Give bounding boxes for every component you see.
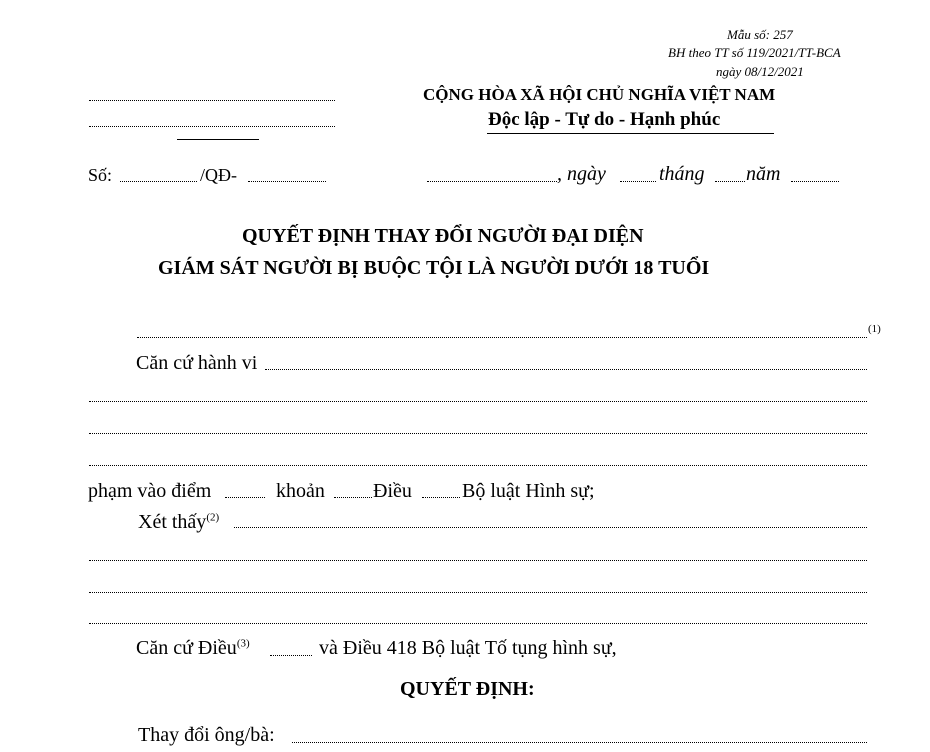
agency-blank-2[interactable] — [89, 126, 335, 127]
issuer-blank[interactable] — [137, 337, 867, 338]
note-3: (3) — [236, 637, 250, 650]
hanh-vi-blank-4[interactable] — [89, 465, 867, 466]
hanh-vi-blank-1[interactable] — [265, 369, 867, 370]
qd-label: /QĐ- — [200, 165, 237, 185]
can-cu-dieu-label — [136, 637, 250, 660]
ngay-label: ngày — [567, 163, 606, 185]
can-cu-hanh-vi-label: Căn cứ hành vi — [136, 352, 258, 374]
national-title: CỘNG HÒA XÃ HỘI CHỦ NGHĨA VIỆT NAM — [423, 85, 776, 104]
hanh-vi-blank-3[interactable] — [89, 433, 867, 434]
diem-blank[interactable] — [225, 497, 265, 498]
thang-label: tháng — [659, 163, 705, 185]
date-comma: , — [557, 163, 562, 185]
xet-thay-blank-4[interactable] — [89, 623, 867, 624]
nam-label: năm — [746, 163, 781, 185]
agency-blank-1[interactable] — [89, 100, 335, 101]
khoan-blank[interactable] — [334, 497, 372, 498]
form-number: Mẫu số: 257 — [727, 27, 793, 42]
xet-thay-label — [138, 511, 219, 534]
dieu-label: Điều — [373, 480, 412, 502]
pham-vao-diem-label: phạm vào điểm — [88, 480, 212, 502]
xet-thay-blank-2[interactable] — [89, 560, 867, 561]
xet-thay-blank-1[interactable] — [234, 527, 867, 528]
thay-doi-blank[interactable] — [292, 742, 867, 743]
place-blank[interactable] — [427, 181, 557, 182]
document-title-line2: GIÁM SÁT NGƯỜI BỊ BUỘC TỘI LÀ NGƯỜI DƯỚI 18 TUỔI — [158, 257, 710, 279]
xet-thay-blank-3[interactable] — [89, 592, 867, 593]
motto-underline — [487, 133, 774, 134]
va-dieu-418: và Điều 418 Bộ luật Tố tụng hình sự, — [319, 637, 617, 659]
bo-luat-hinh-su: Bộ luật Hình sự; — [462, 480, 595, 502]
decision-heading: QUYẾT ĐỊNH: — [400, 678, 535, 700]
can-cu-dieu-text: Căn cứ Điều — [136, 637, 237, 659]
note-1: (1) — [868, 323, 881, 335]
month-blank[interactable] — [715, 181, 745, 182]
document-title-line1: QUYẾT ĐỊNH THAY ĐỔI NGƯỜI ĐẠI DIỆN — [242, 225, 644, 247]
form-date: ngày 08/12/2021 — [716, 64, 804, 79]
form-legal-basis: BH theo TT số 119/2021/TT-BCA — [668, 45, 841, 60]
qd-suffix-blank[interactable] — [248, 181, 326, 182]
so-label: Số: — [88, 165, 113, 185]
xet-thay-text: Xét thấy — [138, 511, 207, 533]
year-blank[interactable] — [791, 181, 839, 182]
khoan-label: khoản — [276, 480, 325, 502]
can-cu-dieu-blank[interactable] — [270, 655, 312, 656]
so-number-blank[interactable] — [120, 181, 197, 182]
national-motto: Độc lập - Tự do - Hạnh phúc — [488, 109, 721, 130]
dieu-blank[interactable] — [422, 497, 460, 498]
note-2: (2) — [206, 511, 220, 524]
agency-divider — [177, 139, 259, 140]
hanh-vi-blank-2[interactable] — [89, 401, 867, 402]
thay-doi-label: Thay đổi ông/bà: — [138, 724, 275, 746]
day-blank[interactable] — [620, 181, 656, 182]
